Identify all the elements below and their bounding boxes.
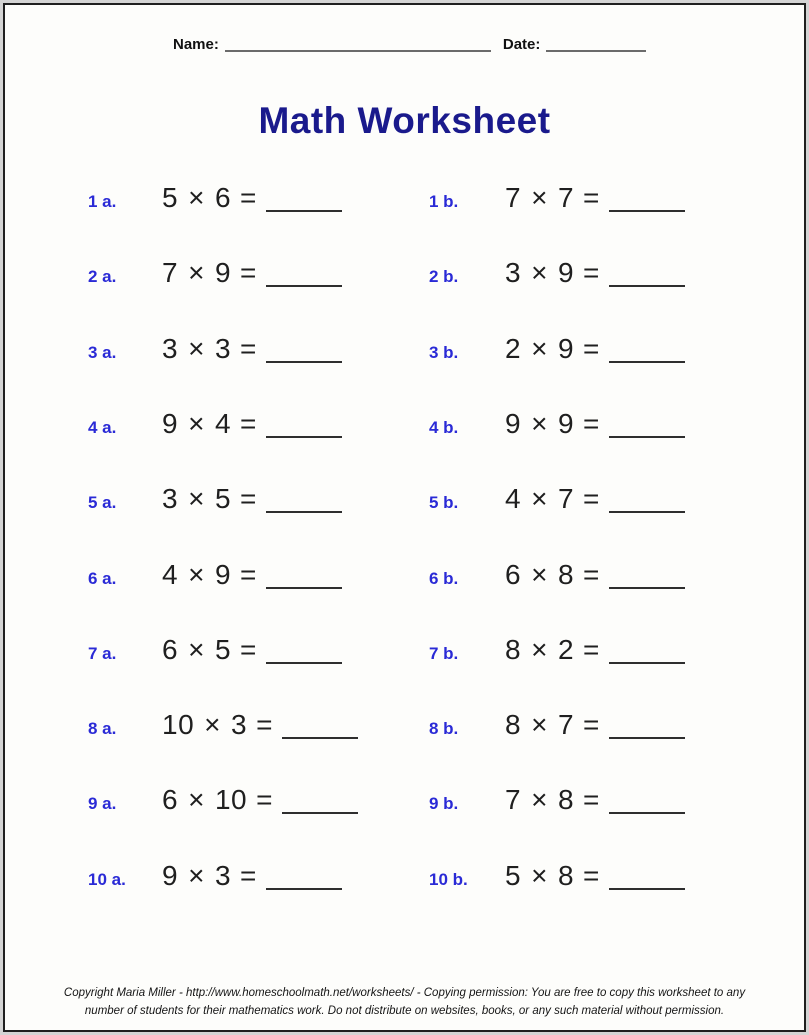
multiplication-sign: × — [531, 483, 548, 515]
equals-sign: = — [240, 332, 257, 364]
problem-cell-b — [429, 560, 685, 595]
problem-number-label: 7 a. — [88, 643, 117, 663]
problem-cell-a — [88, 334, 342, 369]
problem-expression — [162, 559, 342, 590]
factor-1: 4 — [505, 483, 522, 515]
problem-number-label: 9 b. — [429, 794, 459, 814]
multiplication-sign: × — [531, 257, 548, 289]
factor-1: 3 — [162, 332, 179, 364]
problem-row — [5, 334, 804, 368]
date-label: Date: — [502, 36, 541, 53]
factor-2: 8 — [557, 859, 575, 891]
answer-blank — [266, 660, 342, 664]
factor-2: 7 — [557, 483, 575, 515]
multiplication-sign: × — [188, 633, 205, 665]
problem-number-label: 5 b. — [429, 493, 459, 513]
multiplication-sign: × — [188, 483, 205, 515]
factor-1: 3 — [505, 257, 522, 289]
factor-2: 8 — [557, 558, 575, 590]
footer-copyright-line1: Copyright Maria Miller - http://www.homeschoolmath.net/worksheets/ - Copying permission: You are free to copy this worksheet to any — [63, 987, 746, 999]
problem-number-label: 3 b. — [429, 342, 459, 362]
problem-expression — [505, 709, 685, 740]
problem-number-label: 2 a. — [88, 267, 117, 287]
problem-row — [5, 861, 804, 895]
multiplication-sign: × — [531, 407, 548, 439]
answer-blank — [266, 585, 342, 589]
problem-expression — [505, 257, 685, 288]
multiplication-sign: × — [204, 709, 222, 741]
factor-1: 7 — [162, 257, 179, 289]
problem-number-label: 7 b. — [429, 643, 459, 663]
answer-blank — [609, 735, 685, 739]
problem-number-label: 2 b. — [429, 267, 459, 287]
problem-expression — [505, 182, 685, 213]
answer-blank — [266, 434, 342, 438]
problem-cell-b — [429, 635, 685, 670]
problem-row — [5, 785, 804, 819]
equals-sign: = — [240, 859, 257, 891]
problem-expression — [162, 408, 342, 439]
multiplication-sign: × — [531, 332, 548, 364]
problem-number-label: 6 b. — [429, 568, 459, 588]
factor-2: 8 — [557, 784, 575, 816]
problem-cell-b — [429, 710, 685, 745]
factor-1: 9 — [162, 859, 179, 891]
problems-grid — [5, 5, 804, 1030]
problem-cell-a — [88, 635, 342, 670]
factor-2: 4 — [214, 407, 232, 439]
problem-number-label: 6 a. — [88, 568, 117, 588]
answer-blank — [609, 359, 685, 363]
factor-1: 8 — [505, 633, 522, 665]
equals-sign: = — [583, 859, 600, 891]
problem-expression — [162, 860, 342, 891]
factor-1: 4 — [162, 558, 179, 590]
worksheet-page — [3, 3, 806, 1032]
multiplication-sign: × — [188, 257, 205, 289]
problem-row — [5, 258, 804, 292]
factor-1: 8 — [505, 709, 522, 741]
problem-number-label: 3 a. — [88, 342, 117, 362]
factor-1: 5 — [162, 182, 179, 213]
problem-number-label: 9 a. — [88, 794, 117, 814]
problem-cell-b — [429, 861, 685, 896]
problem-expression — [505, 559, 685, 590]
answer-blank — [609, 585, 685, 589]
problem-number-label: 4 b. — [429, 417, 459, 437]
problem-expression — [505, 784, 685, 815]
factor-2: 10 — [214, 784, 248, 816]
problem-expression — [505, 408, 685, 439]
factor-1: 9 — [162, 407, 179, 439]
problem-number-label: 10 a. — [88, 869, 126, 889]
multiplication-sign: × — [188, 784, 205, 816]
problem-cell-b — [429, 258, 685, 293]
multiplication-sign: × — [188, 558, 205, 590]
footer-copyright — [5, 984, 804, 1020]
problem-cell-b — [429, 484, 685, 519]
factor-2: 7 — [557, 182, 575, 213]
factor-2: 6 — [214, 182, 232, 213]
problem-cell-b — [429, 183, 685, 218]
problem-expression — [162, 709, 358, 740]
equals-sign: = — [583, 709, 600, 741]
equals-sign: = — [583, 182, 600, 213]
problem-cell-a — [88, 785, 358, 820]
equals-sign: = — [583, 784, 600, 816]
page-title: Math Worksheet — [258, 100, 551, 141]
equals-sign: = — [240, 257, 257, 289]
factor-1: 7 — [505, 784, 522, 816]
answer-blank — [609, 283, 685, 287]
multiplication-sign: × — [188, 407, 205, 439]
factor-1: 6 — [162, 784, 179, 816]
equals-sign: = — [256, 784, 273, 816]
answer-blank — [266, 886, 342, 890]
problem-cell-a — [88, 183, 342, 218]
problem-number-label: 1 b. — [429, 192, 459, 211]
answer-blank — [609, 509, 685, 513]
problem-expression — [505, 860, 685, 891]
factor-2: 3 — [214, 859, 232, 891]
problem-expression — [162, 634, 342, 665]
equals-sign: = — [240, 407, 257, 439]
equals-sign: = — [583, 483, 600, 515]
equals-sign: = — [583, 558, 600, 590]
problem-cell-b — [429, 409, 685, 444]
problem-number-label: 8 a. — [88, 719, 117, 739]
equals-sign: = — [583, 332, 600, 364]
factor-1: 5 — [505, 859, 522, 891]
problem-expression — [162, 784, 358, 815]
factor-1: 3 — [162, 483, 179, 515]
problem-cell-a — [88, 861, 342, 896]
factor-2: 7 — [557, 709, 575, 741]
multiplication-sign: × — [531, 709, 548, 741]
factor-2: 9 — [557, 332, 575, 364]
multiplication-sign: × — [188, 332, 205, 364]
answer-blank — [266, 208, 342, 212]
factor-2: 9 — [557, 257, 575, 289]
factor-2: 5 — [214, 483, 232, 515]
multiplication-sign: × — [188, 182, 205, 213]
factor-2: 3 — [214, 332, 232, 364]
factor-1: 9 — [505, 407, 522, 439]
problem-cell-a — [88, 409, 342, 444]
factor-2: 9 — [557, 407, 575, 439]
answer-blank — [609, 810, 685, 814]
answer-blank — [282, 735, 358, 739]
problem-cell-a — [88, 484, 342, 519]
equals-sign: = — [583, 633, 600, 665]
answer-blank — [609, 208, 685, 212]
problem-number-label: 10 b. — [429, 869, 468, 889]
problem-expression — [505, 634, 685, 665]
equals-sign: = — [240, 182, 257, 213]
problem-number-label: 5 a. — [88, 493, 117, 513]
problem-cell-b — [429, 785, 685, 820]
problem-expression — [505, 333, 685, 364]
equals-sign: = — [240, 558, 257, 590]
multiplication-sign: × — [531, 784, 548, 816]
problem-row — [5, 560, 804, 594]
multiplication-sign: × — [531, 633, 548, 665]
problem-cell-a — [88, 560, 342, 595]
factor-1: 6 — [505, 558, 522, 590]
multiplication-sign: × — [188, 859, 205, 891]
problem-row — [5, 183, 804, 217]
problem-cell-b — [429, 334, 685, 369]
problem-number-label: 8 b. — [429, 719, 459, 739]
answer-blank — [266, 359, 342, 363]
equals-sign: = — [240, 633, 257, 665]
factor-1: 10 — [162, 709, 195, 741]
multiplication-sign: × — [531, 558, 548, 590]
problem-row — [5, 409, 804, 443]
name-label: Name: — [173, 36, 219, 53]
problem-expression — [162, 483, 342, 514]
answer-blank — [609, 434, 685, 438]
problem-expression — [162, 333, 342, 364]
answer-blank — [282, 810, 358, 814]
factor-2: 5 — [214, 633, 232, 665]
factor-2: 9 — [214, 257, 232, 289]
problem-number-label: 4 a. — [88, 417, 117, 437]
equals-sign: = — [256, 709, 273, 741]
answer-blank — [609, 886, 685, 890]
problem-cell-a — [88, 258, 342, 293]
problem-expression — [162, 257, 342, 288]
footer-copyright-line2: number of students for their mathematics work. Do not distribute on websites, books, or any such material without permission. — [84, 1005, 725, 1017]
answer-blank — [609, 660, 685, 664]
answer-blank — [266, 283, 342, 287]
factor-1: 2 — [505, 332, 522, 364]
problem-row — [5, 635, 804, 669]
factor-1: 7 — [505, 182, 522, 213]
equals-sign: = — [583, 407, 600, 439]
problem-row — [5, 484, 804, 518]
factor-2: 3 — [231, 709, 248, 741]
equals-sign: = — [583, 257, 600, 289]
problem-expression — [162, 182, 342, 213]
multiplication-sign: × — [531, 182, 548, 213]
factor-2: 2 — [557, 633, 575, 665]
problem-number-label: 1 a. — [88, 192, 117, 211]
problem-row — [5, 710, 804, 744]
problem-expression — [505, 483, 685, 514]
multiplication-sign: × — [531, 859, 548, 891]
factor-2: 9 — [214, 558, 232, 590]
equals-sign: = — [240, 483, 257, 515]
factor-1: 6 — [162, 633, 179, 665]
problem-cell-a — [88, 710, 358, 745]
answer-blank — [266, 509, 342, 513]
